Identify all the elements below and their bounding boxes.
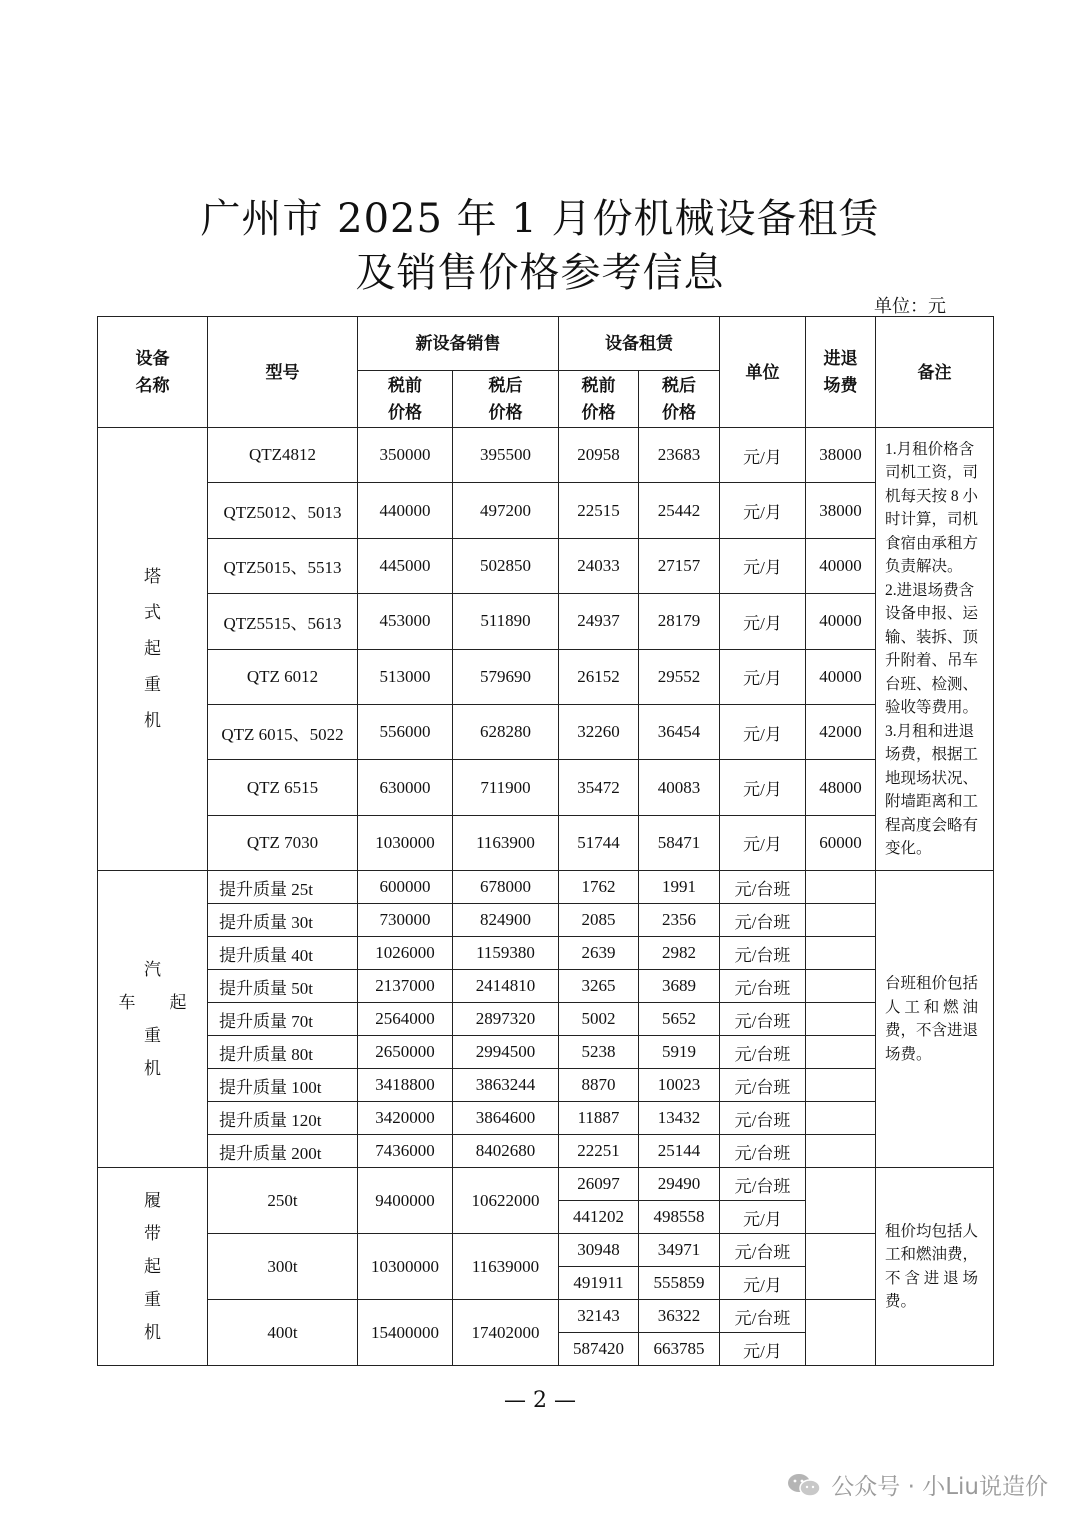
sale-pre-tax-cell: 15400000: [358, 1300, 453, 1366]
entry-fee-cell: 38000: [806, 483, 876, 538]
entry-fee-cell: 38000: [806, 428, 876, 483]
model-cell: 提升质量 50t: [208, 970, 358, 1003]
unit-cell: 元/台班: [720, 1069, 806, 1102]
rent-pre-tax-cell: 491911: [559, 1267, 639, 1300]
unit-cell: 元/台班: [720, 1003, 806, 1036]
rent-post-tax-cell: 3689: [639, 970, 720, 1003]
unit-cell: 元/月: [720, 649, 806, 704]
entry-fee-cell: [806, 970, 876, 1003]
header-sales-post-tax: 税后 价格: [453, 371, 559, 428]
table-row: [98, 483, 994, 538]
sale-post-tax-cell: 8402680: [453, 1135, 559, 1168]
rent-post-tax-cell: 36454: [639, 704, 720, 759]
rent-pre-tax-cell: 22251: [559, 1135, 639, 1168]
table-row: [98, 1135, 994, 1168]
entry-fee-cell: 60000: [806, 815, 876, 870]
rent-post-tax-cell: 29490: [639, 1168, 720, 1201]
unit-cell: 元/台班: [720, 904, 806, 937]
rent-post-tax-cell: 10023: [639, 1069, 720, 1102]
unit-cell: 元/台班: [720, 937, 806, 970]
rent-post-tax-cell: 58471: [639, 815, 720, 870]
entry-fee-cell: 40000: [806, 538, 876, 593]
table-row: [98, 538, 994, 593]
header-equipment-name: 设备 名称: [98, 317, 208, 428]
sale-post-tax-cell: 3864600: [453, 1102, 559, 1135]
unit-cell: 元/月: [720, 1267, 806, 1300]
sale-pre-tax-cell: 600000: [358, 871, 453, 904]
rent-pre-tax-cell: 2639: [559, 937, 639, 970]
rent-post-tax-cell: 555859: [639, 1267, 720, 1300]
model-cell: 提升质量 70t: [208, 1003, 358, 1036]
model-cell: QTZ4812: [208, 428, 358, 483]
rent-pre-tax-cell: 441202: [559, 1201, 639, 1234]
remark-crawler-crane: 租价均包括人工和燃油费，不 含 进 退 场费。: [876, 1168, 994, 1366]
rent-pre-tax-cell: 32143: [559, 1300, 639, 1333]
entry-fee-cell: [806, 937, 876, 970]
sale-post-tax-cell: 824900: [453, 904, 559, 937]
sale-post-tax-cell: 678000: [453, 871, 559, 904]
unit-cell: 元/月: [720, 538, 806, 593]
sale-post-tax-cell: 579690: [453, 649, 559, 704]
table-row: [98, 1003, 994, 1036]
sale-pre-tax-cell: 440000: [358, 483, 453, 538]
sale-post-tax-cell: 2414810: [453, 970, 559, 1003]
rent-post-tax-cell: 40083: [639, 760, 720, 815]
rent-pre-tax-cell: 5002: [559, 1003, 639, 1036]
table-row: [98, 428, 994, 483]
model-cell: 400t: [208, 1300, 358, 1366]
sale-post-tax-cell: 11639000: [453, 1234, 559, 1300]
table-row: [98, 704, 994, 759]
remark-truck-crane: 台班租价包括人 工 和 燃 油费，不含进退场费。: [876, 871, 994, 1168]
unit-cell: 元/台班: [720, 970, 806, 1003]
unit-cell: 元/月: [720, 704, 806, 759]
rent-pre-tax-cell: 22515: [559, 483, 639, 538]
rent-post-tax-cell: 28179: [639, 594, 720, 649]
table-row: [98, 760, 994, 815]
rent-post-tax-cell: 29552: [639, 649, 720, 704]
sale-pre-tax-cell: 1030000: [358, 815, 453, 870]
watermark: [787, 1468, 1048, 1501]
entry-fee-cell: 40000: [806, 649, 876, 704]
unit-cell: 元/月: [720, 760, 806, 815]
category-crawler-crane: 履 带 起 重 机: [98, 1168, 208, 1366]
rent-post-tax-cell: 5652: [639, 1003, 720, 1036]
rent-pre-tax-cell: 587420: [559, 1333, 639, 1366]
title-line-2: 及销售价格参考信息: [355, 250, 725, 296]
table-row: [98, 1036, 994, 1069]
entry-fee-cell: [806, 1069, 876, 1102]
sale-pre-tax-cell: 513000: [358, 649, 453, 704]
entry-fee-cell: 40000: [806, 594, 876, 649]
sale-post-tax-cell: 395500: [453, 428, 559, 483]
header-rental-pre-tax: 税前 价格: [559, 371, 639, 428]
sale-post-tax-cell: 1159380: [453, 937, 559, 970]
rent-pre-tax-cell: 11887: [559, 1102, 639, 1135]
model-cell: QTZ5515、5613: [208, 594, 358, 649]
model-cell: 提升质量 200t: [208, 1135, 358, 1168]
unit-label: 单位：元: [874, 296, 946, 317]
model-cell: QTZ5015、5513: [208, 538, 358, 593]
rent-post-tax-cell: 5919: [639, 1036, 720, 1069]
sale-pre-tax-cell: 2137000: [358, 970, 453, 1003]
sale-post-tax-cell: 502850: [453, 538, 559, 593]
rent-post-tax-cell: 1991: [639, 871, 720, 904]
document-title: [0, 192, 1080, 300]
rent-post-tax-cell: 2356: [639, 904, 720, 937]
header-model: 型号: [208, 317, 358, 428]
table-row: [98, 594, 994, 649]
table-row: [98, 1069, 994, 1102]
sale-post-tax-cell: 2897320: [453, 1003, 559, 1036]
model-cell: 提升质量 30t: [208, 904, 358, 937]
table-row: [98, 871, 994, 904]
sale-post-tax-cell: 2994500: [453, 1036, 559, 1069]
rent-post-tax-cell: 25144: [639, 1135, 720, 1168]
rent-pre-tax-cell: 5238: [559, 1036, 639, 1069]
header-new-sales: 新设备销售: [358, 317, 559, 371]
unit-cell: 元/台班: [720, 1102, 806, 1135]
table-row: [98, 1102, 994, 1135]
unit-cell: 元/台班: [720, 1300, 806, 1333]
page-number: — 2 —: [504, 1388, 576, 1413]
rent-pre-tax-cell: 26152: [559, 649, 639, 704]
sale-post-tax-cell: 711900: [453, 760, 559, 815]
table-row: [98, 904, 994, 937]
sale-pre-tax-cell: 3420000: [358, 1102, 453, 1135]
model-cell: QTZ 6015、5022: [208, 704, 358, 759]
rent-post-tax-cell: 663785: [639, 1333, 720, 1366]
model-cell: QTZ 6012: [208, 649, 358, 704]
wechat-icon: [787, 1473, 821, 1497]
category-truck-crane: 汽 车 起 重 机: [98, 871, 208, 1168]
entry-fee-cell: [806, 1168, 876, 1234]
entry-fee-cell: [806, 1300, 876, 1366]
header-unit: 单位: [720, 317, 806, 428]
sale-pre-tax-cell: 1026000: [358, 937, 453, 970]
sale-post-tax-cell: 3863244: [453, 1069, 559, 1102]
rent-post-tax-cell: 36322: [639, 1300, 720, 1333]
sale-pre-tax-cell: 2564000: [358, 1003, 453, 1036]
sale-pre-tax-cell: 630000: [358, 760, 453, 815]
sale-pre-tax-cell: 350000: [358, 428, 453, 483]
price-table: [97, 316, 994, 1366]
entry-fee-cell: [806, 1135, 876, 1168]
sale-pre-tax-cell: 453000: [358, 594, 453, 649]
rent-pre-tax-cell: 1762: [559, 871, 639, 904]
sale-pre-tax-cell: 3418800: [358, 1069, 453, 1102]
watermark-text: 公众号 · 小Liu说造价: [831, 1474, 1048, 1500]
rent-pre-tax-cell: 3265: [559, 970, 639, 1003]
table-row: [98, 1234, 994, 1267]
entry-fee-cell: [806, 1036, 876, 1069]
unit-cell: 元/台班: [720, 871, 806, 904]
sale-pre-tax-cell: 7436000: [358, 1135, 453, 1168]
category-tower-crane: 塔 式 起 重 机: [98, 428, 208, 871]
rent-post-tax-cell: 13432: [639, 1102, 720, 1135]
rent-pre-tax-cell: 8870: [559, 1069, 639, 1102]
unit-cell: 元/月: [720, 1333, 806, 1366]
entry-fee-cell: 42000: [806, 704, 876, 759]
model-cell: 300t: [208, 1234, 358, 1300]
model-cell: 提升质量 25t: [208, 871, 358, 904]
model-cell: 提升质量 40t: [208, 937, 358, 970]
sale-post-tax-cell: 497200: [453, 483, 559, 538]
rent-pre-tax-cell: 26097: [559, 1168, 639, 1201]
header-entry-fee: 进退 场费: [806, 317, 876, 428]
unit-cell: 元/台班: [720, 1234, 806, 1267]
table-row: [98, 937, 994, 970]
sale-post-tax-cell: 10622000: [453, 1168, 559, 1234]
sale-pre-tax-cell: 10300000: [358, 1234, 453, 1300]
unit-cell: 元/月: [720, 428, 806, 483]
model-cell: 提升质量 120t: [208, 1102, 358, 1135]
entry-fee-cell: [806, 904, 876, 937]
entry-fee-cell: 48000: [806, 760, 876, 815]
rent-post-tax-cell: 27157: [639, 538, 720, 593]
rent-pre-tax-cell: 24033: [559, 538, 639, 593]
rent-post-tax-cell: 2982: [639, 937, 720, 970]
model-cell: 提升质量 100t: [208, 1069, 358, 1102]
entry-fee-cell: [806, 1234, 876, 1300]
header-rental: 设备租赁: [559, 317, 720, 371]
model-cell: QTZ 6515: [208, 760, 358, 815]
rent-pre-tax-cell: 20958: [559, 428, 639, 483]
sale-pre-tax-cell: 9400000: [358, 1168, 453, 1234]
unit-cell: 元/台班: [720, 1135, 806, 1168]
sale-pre-tax-cell: 730000: [358, 904, 453, 937]
unit-cell: 元/月: [720, 815, 806, 870]
rent-pre-tax-cell: 2085: [559, 904, 639, 937]
rent-pre-tax-cell: 24937: [559, 594, 639, 649]
sale-post-tax-cell: 17402000: [453, 1300, 559, 1366]
table-row: [98, 1168, 994, 1201]
entry-fee-cell: [806, 1102, 876, 1135]
sale-post-tax-cell: 1163900: [453, 815, 559, 870]
rent-pre-tax-cell: 32260: [559, 704, 639, 759]
unit-cell: 元/月: [720, 483, 806, 538]
table-row: [98, 970, 994, 1003]
model-cell: 250t: [208, 1168, 358, 1234]
rent-post-tax-cell: 25442: [639, 483, 720, 538]
sale-post-tax-cell: 511890: [453, 594, 559, 649]
model-cell: QTZ5012、5013: [208, 483, 358, 538]
unit-cell: 元/台班: [720, 1168, 806, 1201]
rent-pre-tax-cell: 30948: [559, 1234, 639, 1267]
table-row: [98, 649, 994, 704]
sale-pre-tax-cell: 445000: [358, 538, 453, 593]
model-cell: 提升质量 80t: [208, 1036, 358, 1069]
rent-post-tax-cell: 498558: [639, 1201, 720, 1234]
rent-post-tax-cell: 34971: [639, 1234, 720, 1267]
table-row: [98, 815, 994, 870]
sale-pre-tax-cell: 556000: [358, 704, 453, 759]
header-remarks: 备注: [876, 317, 994, 428]
sale-post-tax-cell: 628280: [453, 704, 559, 759]
table-row: [98, 1300, 994, 1333]
unit-cell: 元/台班: [720, 1036, 806, 1069]
rent-pre-tax-cell: 35472: [559, 760, 639, 815]
unit-cell: 元/月: [720, 594, 806, 649]
entry-fee-cell: [806, 871, 876, 904]
sale-pre-tax-cell: 2650000: [358, 1036, 453, 1069]
rent-post-tax-cell: 23683: [639, 428, 720, 483]
remark-tower-crane: 1.月租价格含司机工资，司机每天按 8 小时计算，司机食宿由承租方负责解决。 2.进退场费含设备申报、运输、装拆、顶升附着、吊车台班、检测、验收等费用。 3.月租和进退场费，根据工地现场状况、附墙距离和工程高度会略有变化。: [876, 428, 994, 871]
unit-cell: 元/月: [720, 1201, 806, 1234]
title-line-1: 广州市 2025 年 1 月份机械设备租赁: [200, 196, 880, 242]
rent-pre-tax-cell: 51744: [559, 815, 639, 870]
header-sales-pre-tax: 税前 价格: [358, 371, 453, 428]
header-rental-post-tax: 税后 价格: [639, 371, 720, 428]
entry-fee-cell: [806, 1003, 876, 1036]
model-cell: QTZ 7030: [208, 815, 358, 870]
